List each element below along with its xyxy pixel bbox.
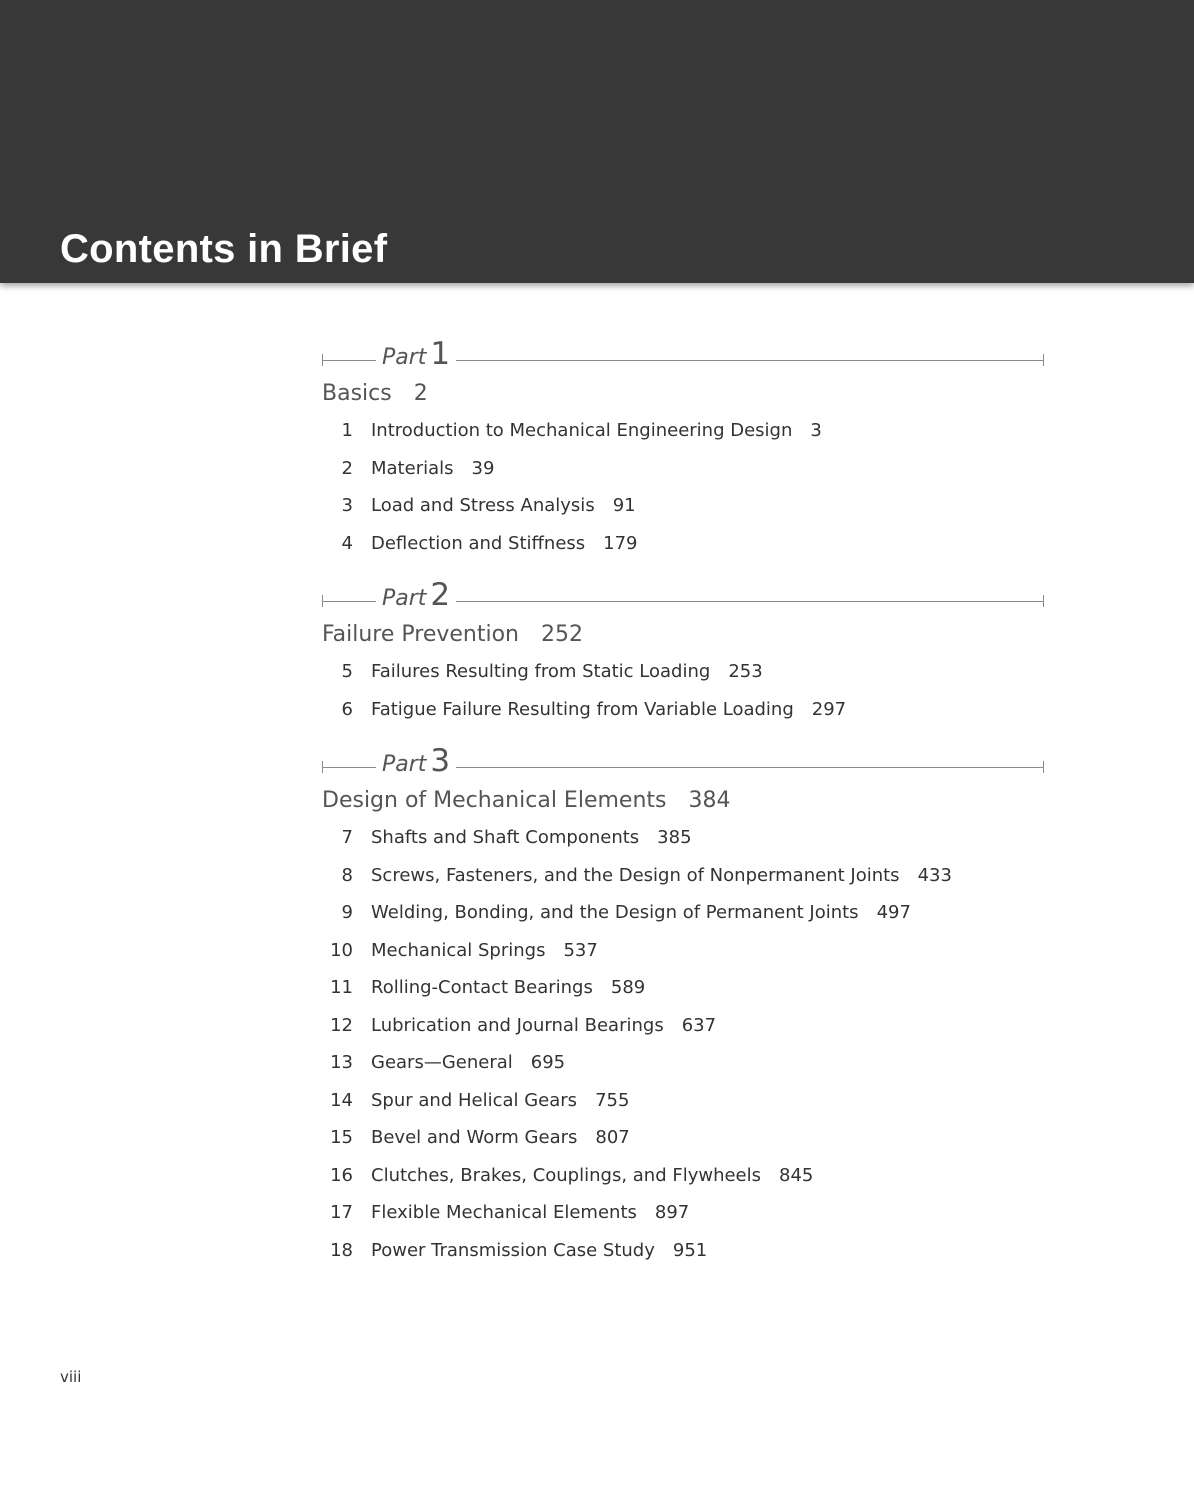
part-word: Part [382, 752, 427, 777]
chapter-entry[interactable] [322, 894, 1044, 932]
chapter-number: 6 [341, 698, 353, 720]
chapter-number: 17 [330, 1202, 353, 1223]
chapter-number: 7 [341, 827, 353, 848]
part-divider [322, 336, 1044, 376]
part-divider [322, 577, 1044, 617]
chapter-title: Deflection and Stiffness [371, 532, 586, 554]
chapter-number: 1 [341, 420, 353, 441]
chapter-page: 433 [917, 864, 952, 886]
chapter-page: 253 [728, 661, 763, 682]
chapter-entry[interactable] [322, 412, 1044, 450]
chapter-entry[interactable] [322, 1194, 1044, 1232]
chapter-page: 3 [810, 420, 822, 441]
chapter-entry[interactable] [322, 653, 1044, 691]
chapter-entry[interactable] [322, 1232, 1044, 1270]
part-1-section [322, 336, 1044, 562]
chapter-entry[interactable] [322, 450, 1044, 488]
chapter-list [322, 819, 1044, 1269]
part-word: Part [382, 345, 427, 370]
chapter-page: 297 [811, 698, 847, 720]
part-number: 1 [430, 336, 451, 372]
chapter-title: Spur and Helical Gears [371, 1089, 578, 1111]
chapter-number: 18 [330, 1239, 353, 1261]
part-title-row[interactable] [322, 783, 1044, 819]
divider-tick-right [1043, 761, 1044, 773]
chapter-entry[interactable] [322, 857, 1044, 895]
part-page: 2 [413, 381, 428, 406]
chapter-number: 2 [341, 457, 353, 479]
chapter-number: 15 [330, 1127, 353, 1148]
chapter-title: Bevel and Worm Gears [371, 1127, 578, 1148]
chapter-page: 755 [595, 1089, 630, 1111]
chapter-entry[interactable] [322, 525, 1044, 563]
chapter-number: 10 [330, 939, 353, 961]
chapter-title: Power Transmission Case Study [371, 1239, 655, 1261]
divider-tick-left [322, 761, 323, 773]
chapter-entry[interactable] [322, 1119, 1044, 1157]
chapter-page: 385 [657, 827, 692, 848]
part-title: Basics [322, 381, 392, 406]
chapter-entry[interactable] [322, 1044, 1044, 1082]
chapter-page: 589 [610, 977, 646, 998]
chapter-number: 5 [341, 661, 353, 682]
chapter-list [322, 412, 1044, 562]
chapter-number: 14 [330, 1089, 353, 1111]
chapter-page: 179 [603, 532, 638, 554]
part-number: 2 [430, 577, 451, 613]
page-folio: viii [60, 1368, 82, 1386]
chapter-page: 637 [681, 1014, 717, 1036]
chapter-title: Shafts and Shaft Components [371, 827, 640, 848]
chapter-title: Materials [371, 457, 454, 479]
part-title-row[interactable] [322, 376, 1044, 412]
chapter-page: 897 [654, 1202, 690, 1223]
chapter-number: 16 [330, 1164, 353, 1186]
chapter-number: 4 [341, 532, 353, 554]
chapter-title: Gears—General [371, 1052, 513, 1073]
chapter-entry[interactable] [322, 969, 1044, 1007]
part-divider [322, 743, 1044, 783]
part-page: 252 [541, 622, 583, 647]
chapter-title: Screws, Fasteners, and the Design of Nonpermanent Joints [371, 864, 900, 886]
chapter-page: 951 [672, 1239, 708, 1261]
chapter-title: Mechanical Springs [371, 939, 546, 961]
chapter-entry[interactable] [322, 1007, 1044, 1045]
chapter-entry[interactable] [322, 819, 1044, 857]
part-3-section [322, 743, 1044, 1269]
chapter-page: 807 [595, 1127, 630, 1148]
chapter-list [322, 653, 1044, 728]
part-page: 384 [688, 788, 731, 813]
chapter-title: Lubrication and Journal Bearings [371, 1014, 664, 1036]
chapter-entry[interactable] [322, 1082, 1044, 1120]
chapter-title: Failures Resulting from Static Loading [371, 661, 711, 682]
chapter-number: 11 [330, 977, 353, 998]
part-word: Part [382, 586, 427, 611]
chapter-page: 91 [612, 495, 636, 516]
part-label [376, 336, 456, 372]
part-number: 3 [430, 743, 451, 779]
chapter-page: 537 [563, 939, 598, 961]
chapter-page: 497 [876, 902, 911, 923]
chapter-title: Fatigue Failure Resulting from Variable Loading [371, 698, 794, 720]
chapter-entry[interactable] [322, 691, 1044, 729]
chapter-number: 8 [341, 864, 353, 886]
part-label [376, 743, 456, 779]
chapter-title: Introduction to Mechanical Engineering Design [371, 420, 793, 441]
chapter-title: Clutches, Brakes, Couplings, and Flywheels [371, 1164, 762, 1186]
chapter-number: 13 [330, 1052, 353, 1073]
chapter-page: 39 [471, 457, 495, 479]
header-band [0, 0, 1194, 283]
part-title: Design of Mechanical Elements [322, 788, 667, 813]
divider-tick-left [322, 354, 323, 366]
chapter-title: Welding, Bonding, and the Design of Permanent Joints [371, 902, 859, 923]
chapter-page: 845 [779, 1164, 814, 1186]
divider-tick-right [1043, 354, 1044, 366]
part-title-row[interactable] [322, 617, 1044, 653]
divider-tick-right [1043, 595, 1044, 607]
divider-tick-left [322, 595, 323, 607]
chapter-number: 12 [330, 1014, 353, 1036]
part-2-section [322, 577, 1044, 728]
page-title: Contents in Brief [60, 227, 388, 271]
chapter-title: Load and Stress Analysis [371, 495, 595, 516]
chapter-number: 3 [341, 495, 353, 516]
chapter-entry[interactable] [322, 932, 1044, 970]
chapter-page: 695 [530, 1052, 566, 1073]
part-label [376, 577, 456, 613]
chapter-title: Rolling-Contact Bearings [371, 977, 593, 998]
chapter-title: Flexible Mechanical Elements [371, 1202, 637, 1223]
chapter-entry[interactable] [322, 487, 1044, 525]
part-title: Failure Prevention [322, 622, 519, 647]
chapter-number: 9 [341, 902, 353, 923]
chapter-entry[interactable] [322, 1157, 1044, 1195]
